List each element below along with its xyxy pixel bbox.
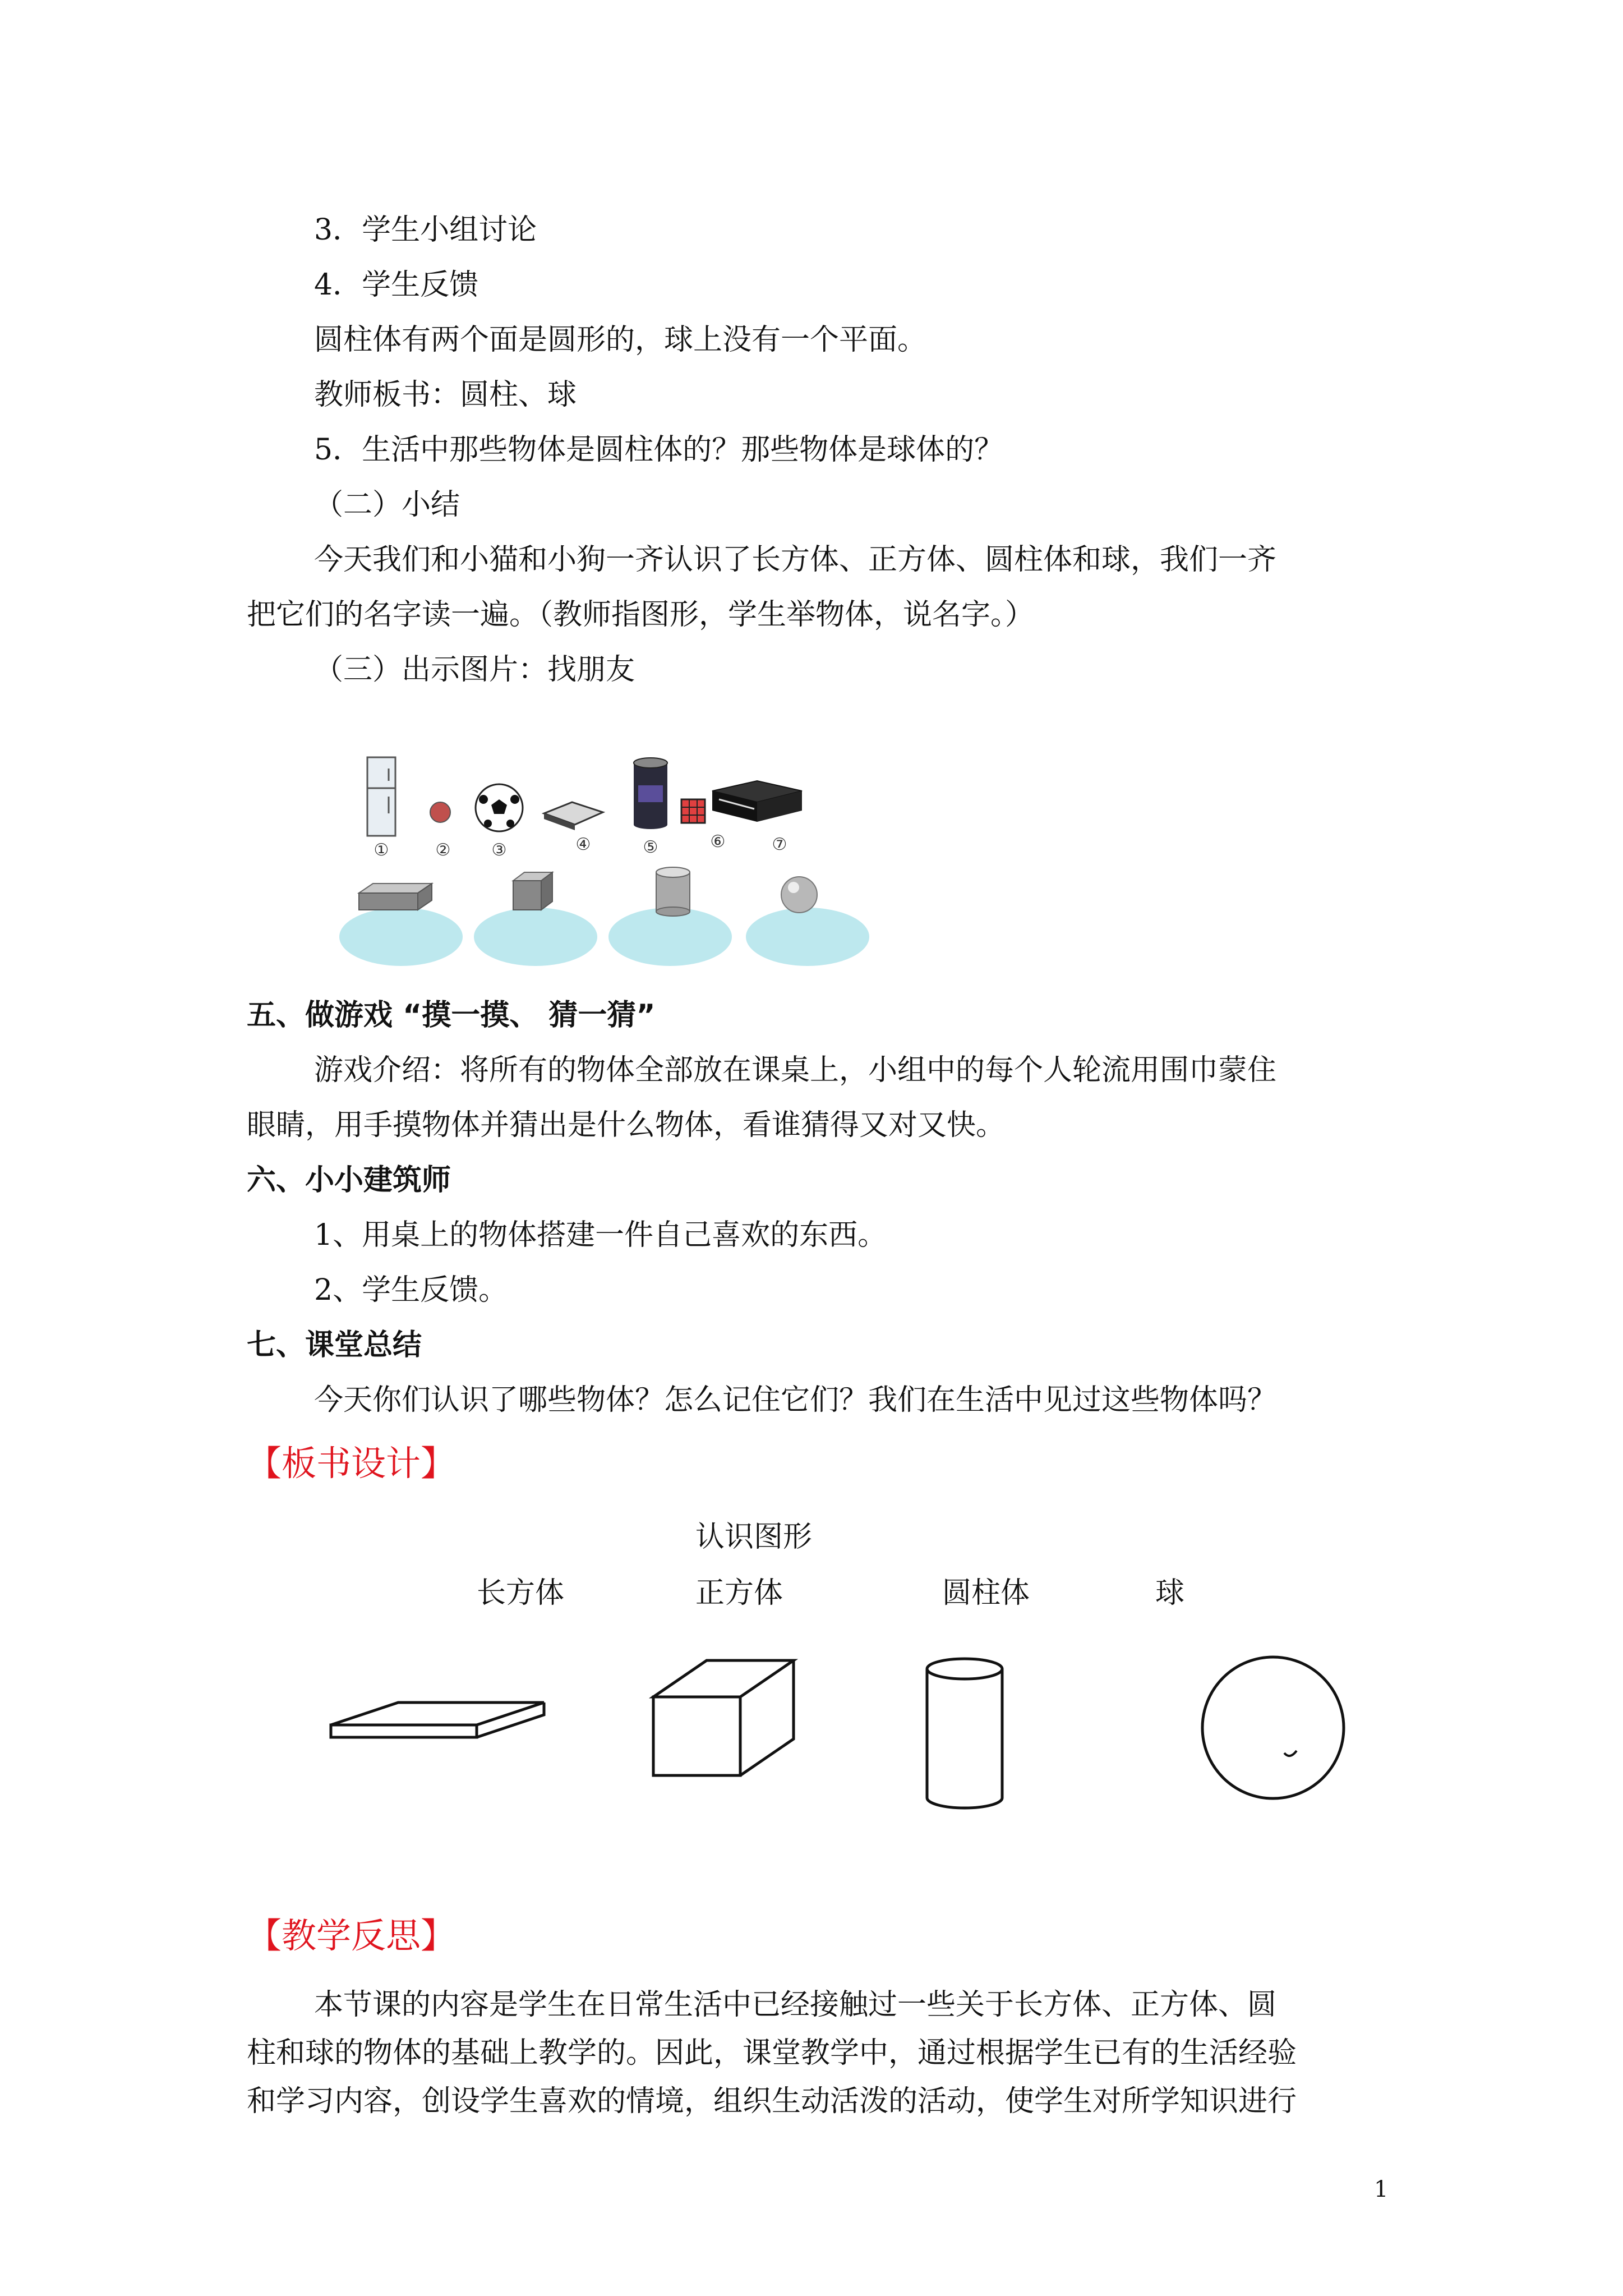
board-label-cylinder: 圆柱体 (942, 1576, 1030, 1610)
line-summary-heading: （二）小结 (314, 488, 460, 522)
section5-p1a: 游戏介绍：将所有的物体全部放在课桌上，小组中的每个人轮流用围巾蒙住 (314, 1053, 1277, 1087)
line-cylinder-desc: 圆柱体有两个面是圆形的，球上没有一个平面。 (314, 323, 927, 357)
board-label-sphere: 球 (1155, 1576, 1185, 1610)
label-2: ② (435, 840, 451, 860)
section6-item1: 1、用桌上的物体搭建一件自己喜欢的东西。 (314, 1218, 887, 1252)
board-heading: 【板书设计】 (247, 1443, 456, 1484)
line-student-feedback: 4．学生反馈 (314, 268, 479, 302)
reflection-p1a: 本节课的内容是学生在日常生活中已经接触过一些关于长方体、正方体、圆 (314, 1988, 1277, 2022)
line-question: 5．生活中那些物体是圆柱体的？那些物体是球体的？ (314, 433, 1004, 467)
label-1: ① (374, 840, 389, 860)
cube-model (513, 872, 552, 910)
line-group-discussion: 3．学生小组讨论 (314, 213, 537, 247)
line-summary-1: 今天我们和小猫和小狗一齐认识了长方体、正方体、圆柱体和球，我们一齐 (314, 543, 1277, 577)
sphere-drawing (1202, 1657, 1344, 1798)
cuboid-model (359, 884, 432, 910)
find-friends-figure (320, 746, 880, 970)
board-title: 认识图形 (695, 1520, 813, 1554)
label-4: ④ (575, 835, 591, 854)
cylinder-model (656, 867, 690, 916)
rubik-cube-icon (681, 799, 705, 823)
board-label-cube: 正方体 (695, 1576, 783, 1610)
section5-title: 五、做游戏 “摸一摸、 猜一猜” (247, 999, 656, 1032)
label-6: ⑥ (710, 832, 726, 852)
reflection-heading: 【教学反思】 (247, 1915, 456, 1956)
section6-item2: 2、学生反馈。 (314, 1273, 508, 1307)
cylinder-drawing (927, 1659, 1002, 1808)
line-show-pictures: （三）出示图片：找朋友 (314, 653, 635, 687)
fridge-icon (367, 757, 395, 836)
label-5: ⑤ (643, 838, 658, 857)
label-7: ⑦ (772, 835, 787, 854)
section7-p1: 今天你们认识了哪些物体？怎么记住它们？我们在生活中见过这些物体吗？ (314, 1383, 1277, 1417)
cube-drawing (653, 1660, 794, 1775)
board-label-cuboid: 长方体 (477, 1576, 565, 1610)
oval-base-4 (746, 908, 869, 966)
flat-box-icon (544, 802, 603, 830)
reflection-p1c: 和学习内容，创设学生喜欢的情境，组织生动活泼的活动，使学生对所学知识进行 (247, 2085, 1297, 2118)
cuboid-drawing (331, 1703, 544, 1737)
soccer-ball-icon (476, 784, 523, 831)
section6-title: 六、小小建筑师 (247, 1163, 451, 1197)
can-icon (634, 758, 667, 829)
board-shapes (314, 1655, 1368, 1818)
sphere-model (781, 877, 817, 913)
section5-p1b: 眼睛，用手摸物体并猜出是什么物体，看谁猜得又对又快。 (247, 1108, 1006, 1142)
oval-base-2 (474, 908, 597, 966)
page-number: 1 (1374, 2177, 1389, 2202)
line-board-writing: 教师板书：圆柱、球 (314, 378, 577, 412)
small-ball-icon (430, 802, 450, 822)
line-summary-2: 把它们的名字读一遍。（教师指图形，学生举物体，说名字。） (247, 598, 1035, 632)
reflection-p1b: 柱和球的物体的基础上教学的。因此，课堂教学中，通过根据学生已有的生活经验 (247, 2036, 1297, 2070)
shoe-box-icon (712, 781, 802, 822)
section7-title: 七、课堂总结 (247, 1328, 422, 1362)
oval-base-1 (339, 908, 463, 966)
label-3: ③ (491, 840, 507, 860)
